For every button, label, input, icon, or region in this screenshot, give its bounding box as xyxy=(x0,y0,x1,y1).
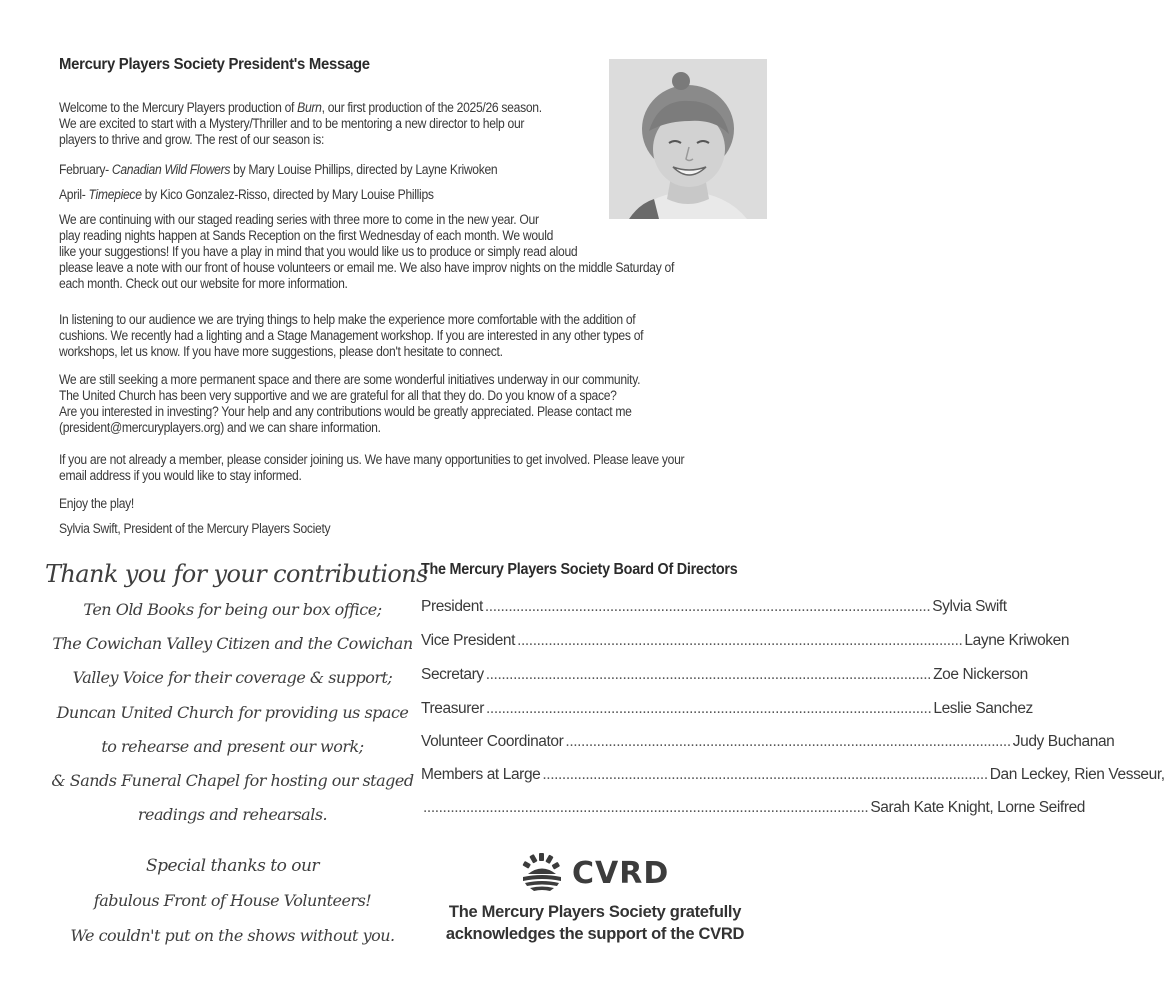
message-paragraph-readings xyxy=(59,212,674,292)
board-name: Dan Leckey, Rien Vesseur, xyxy=(989,766,1165,783)
leader-dots: .................................................................................................................. xyxy=(484,598,931,615)
thanks-line: & Sands Funeral Chapel for hosting our staged xyxy=(51,771,414,790)
thanks-line: The Cowichan Valley Citizen and the Cowichan xyxy=(52,634,413,653)
board-name: Sarah Kate Knight, Lorne Seifred xyxy=(870,799,1086,816)
season-details: by Mary Louise Phillips, directed by Layne Kriwoken xyxy=(230,162,498,177)
season-month: February- xyxy=(59,162,112,177)
season-details: by Kico Gonzalez-Risso, directed by Mary Louise Phillips xyxy=(141,187,434,202)
board-member-row xyxy=(421,666,1028,686)
intro-text: Welcome to the Mercury Players production of xyxy=(59,100,298,115)
board-role: Vice President xyxy=(421,632,516,649)
thanks-line: to rehearse and present our work; xyxy=(101,737,364,756)
president-message-title: Mercury Players Society President's Message xyxy=(59,56,370,73)
board-member-row xyxy=(421,700,1033,720)
message-signature: Sylvia Swift, President of the Mercury Players Society xyxy=(59,521,331,536)
board-member-row xyxy=(421,766,1165,786)
paragraph-line: each month. Check out our website for more information. xyxy=(59,276,348,291)
production-title: Burn xyxy=(297,100,322,115)
cvrd-wordmark: CVRD xyxy=(572,855,670,891)
special-thanks-line: We couldn't put on the shows without you. xyxy=(70,926,395,945)
thanks-line: Duncan United Church for providing us space xyxy=(56,703,409,722)
message-closing: Enjoy the play! xyxy=(59,496,134,511)
intro-text: We are excited to start with a Mystery/Thriller and to be mentoring a new director to help our xyxy=(59,116,525,131)
message-paragraph-membership xyxy=(59,452,684,484)
special-thanks-line: fabulous Front of House Volunteers! xyxy=(93,891,372,910)
season-item xyxy=(59,187,434,203)
paragraph-line: cushions. We recently had a lighting and a Stage Management workshop. If you are interested in any other types of xyxy=(59,328,644,343)
board-member-row xyxy=(421,799,1086,819)
board-role: President xyxy=(421,598,483,615)
paragraph-line: We are continuing with our staged reading series with three more to come in the new year. Our xyxy=(59,212,539,227)
board-role: Members at Large xyxy=(421,766,541,783)
paragraph-line: (president@mercuryplayers.org) and we can share information. xyxy=(59,420,381,435)
paragraph-line: Are you interested in investing? Your help and any contributions would be greatly appreciated. Please contact me xyxy=(59,404,632,419)
thanks-line: Valley Voice for their coverage & support; xyxy=(72,668,393,687)
season-play-title: Timepiece xyxy=(88,187,142,202)
board-name: Leslie Sanchez xyxy=(933,700,1033,717)
intro-text: players to thrive and grow. The rest of our season is: xyxy=(59,132,325,147)
paragraph-line: If you are not already a member, please consider joining us. We have many opportunities to get involved. Please leave your xyxy=(59,452,685,467)
president-portrait xyxy=(609,59,767,219)
board-role: Volunteer Coordinator xyxy=(421,733,564,750)
sponsor-acknowledgement: acknowledges the support of the CVRD xyxy=(445,925,745,943)
season-month: April- xyxy=(59,187,89,202)
message-paragraph-audience xyxy=(59,312,643,360)
board-member-row xyxy=(421,632,1070,652)
leader-dots: .................................................................................................................. xyxy=(565,733,1011,750)
message-paragraph-intro xyxy=(59,100,542,148)
leader-dots: .................................................................................................................. xyxy=(542,766,988,783)
paragraph-line: workshops, let us know. If you have more suggestions, please don't hesitate to connect. xyxy=(59,344,503,359)
season-play-title: Canadian Wild Flowers xyxy=(111,162,231,177)
paragraph-line: We are still seeking a more permanent space and there are some wonderful initiatives underway in our community. xyxy=(59,372,641,387)
paragraph-line: The United Church has been very supportive and we are grateful for all that they do. Do you know of a space? xyxy=(59,388,617,403)
leader-dots: .................................................................................................................. xyxy=(517,632,963,649)
cvrd-logo xyxy=(520,853,669,893)
board-name: Judy Buchanan xyxy=(1012,733,1115,750)
board-member-row xyxy=(421,733,1115,753)
paragraph-line: email address if you would like to stay informed. xyxy=(59,468,302,483)
thanks-title: Thank you for your contributions xyxy=(45,560,428,588)
sponsor-acknowledgement: The Mercury Players Society gratefully xyxy=(448,903,742,921)
board-name: Sylvia Swift xyxy=(932,598,1007,615)
leader-dots: .................................................................................................................. xyxy=(485,666,932,683)
message-paragraph-space xyxy=(59,372,640,436)
thanks-line: Ten Old Books for being our box office; xyxy=(83,600,382,619)
board-role: Treasurer xyxy=(421,700,485,717)
board-member-row xyxy=(421,598,1007,618)
paragraph-line: please leave a note with our front of house volunteers or email me. We also have improv nights on the middle Saturday of xyxy=(59,260,675,275)
board-role: Secretary xyxy=(421,666,484,683)
leader-dots: .................................................................................................................. xyxy=(423,799,869,816)
paragraph-line: like your suggestions! If you have a play in mind that you would like us to produce or simply read aloud xyxy=(59,244,578,259)
leader-dots: .................................................................................................................. xyxy=(486,700,932,717)
season-item xyxy=(59,162,497,178)
board-title: The Mercury Players Society Board Of Directors xyxy=(421,561,738,578)
board-name: Zoe Nickerson xyxy=(933,666,1028,683)
thanks-line: readings and rehearsals. xyxy=(137,805,328,824)
intro-text: , our first production of the 2025/26 season. xyxy=(321,100,542,115)
board-name: Layne Kriwoken xyxy=(964,632,1070,649)
paragraph-line: play reading nights happen at Sands Reception on the first Wednesday of each month. We would xyxy=(59,228,554,243)
portrait-image-icon xyxy=(609,59,767,219)
special-thanks-line: Special thanks to our xyxy=(145,856,320,876)
paragraph-line: In listening to our audience we are trying things to help make the experience more comfortable with the addition of xyxy=(59,312,636,327)
sun-waves-icon xyxy=(520,853,564,893)
